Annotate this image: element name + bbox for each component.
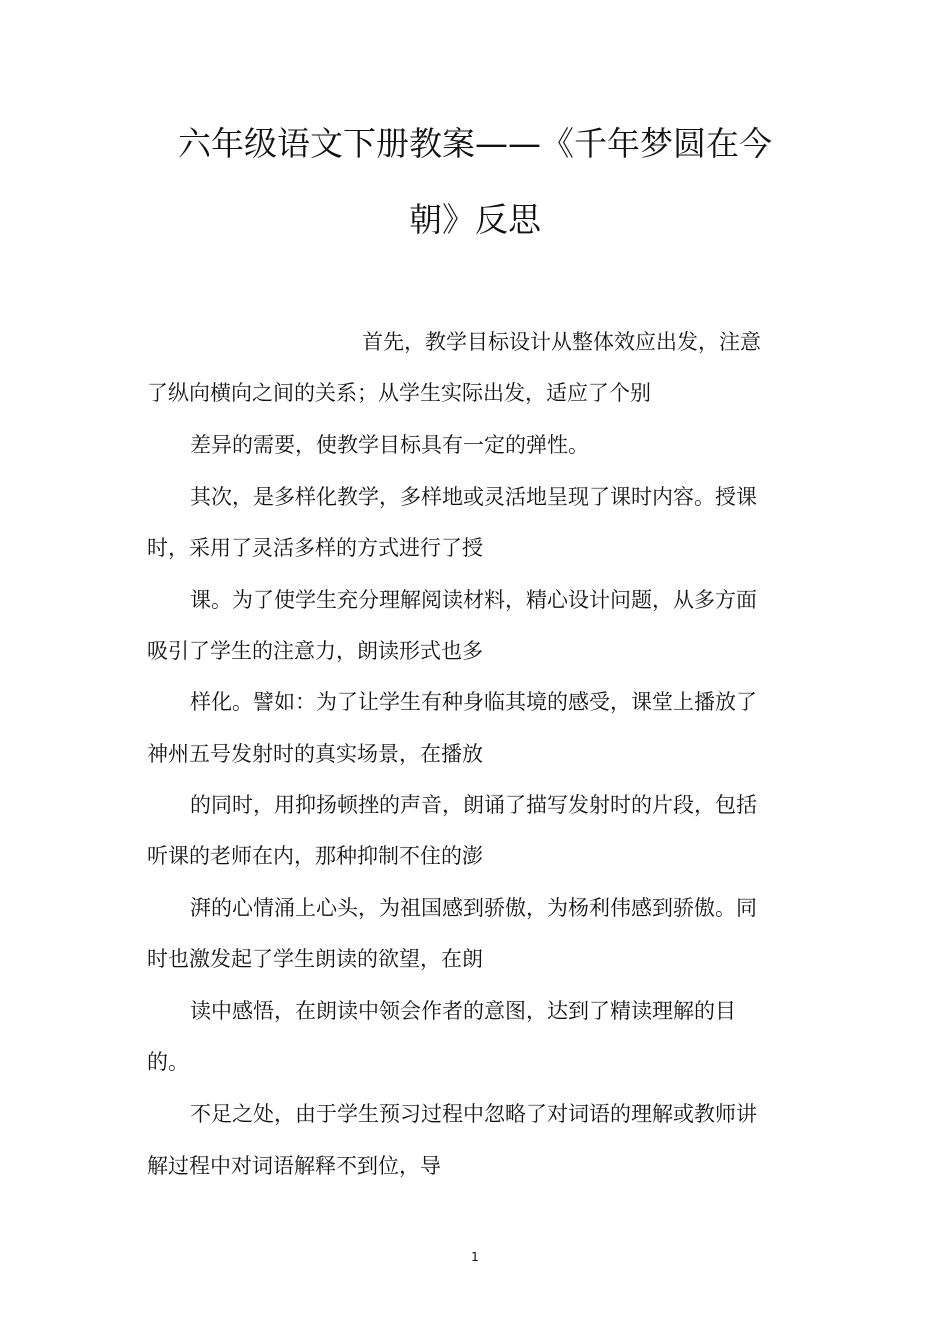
body-line: 了纵向横向之间的关系；从学生实际出发，适应了个别: [147, 381, 651, 405]
body-line: 差异的需要，使教学目标具有一定的弹性。: [190, 433, 589, 457]
body-line: 读中感悟，在朗读中领会作者的意图，达到了精读理解的目: [190, 999, 736, 1023]
body-line: 课。为了使学生充分理解阅读材料，精心设计问题，从多方面: [190, 588, 757, 612]
document-title-line-2: 朝》反思: [409, 200, 541, 239]
body-line: 听课的老师在内，那种抑制不住的澎: [147, 844, 483, 868]
body-line: 解过程中对词语解释不到位，导: [147, 1154, 441, 1178]
body-line: 的同时，用抑扬顿挫的声音，朗诵了描写发射时的片段，包括: [190, 793, 757, 817]
body-line: 神州五号发射时的真实场景，在播放: [147, 742, 483, 766]
page-number: 1: [471, 1250, 479, 1264]
body-line: 首先，教学目标设计从整体效应出发，注意: [362, 330, 761, 354]
document-title-line-1: 六年级语文下册教案——《千年梦圆在今: [178, 124, 772, 163]
body-line: 吸引了学生的注意力，朗读形式也多: [147, 639, 483, 663]
body-line: 不足之处，由于学生预习过程中忽略了对词语的理解或教师讲: [190, 1102, 757, 1126]
body-line: 样化。譬如：为了让学生有种身临其境的感受，课堂上播放了: [190, 690, 757, 714]
body-line: 时，采用了灵活多样的方式进行了授: [147, 536, 483, 560]
body-line: 其次，是多样化教学，多样地或灵活地呈现了课时内容。授课: [190, 485, 757, 509]
body-line: 时也激发起了学生朗读的欲望，在朗: [147, 947, 483, 971]
body-line: 的。: [147, 1050, 189, 1074]
body-line: 湃的心情涌上心头，为祖国感到骄傲，为杨利伟感到骄傲。同: [190, 896, 757, 920]
